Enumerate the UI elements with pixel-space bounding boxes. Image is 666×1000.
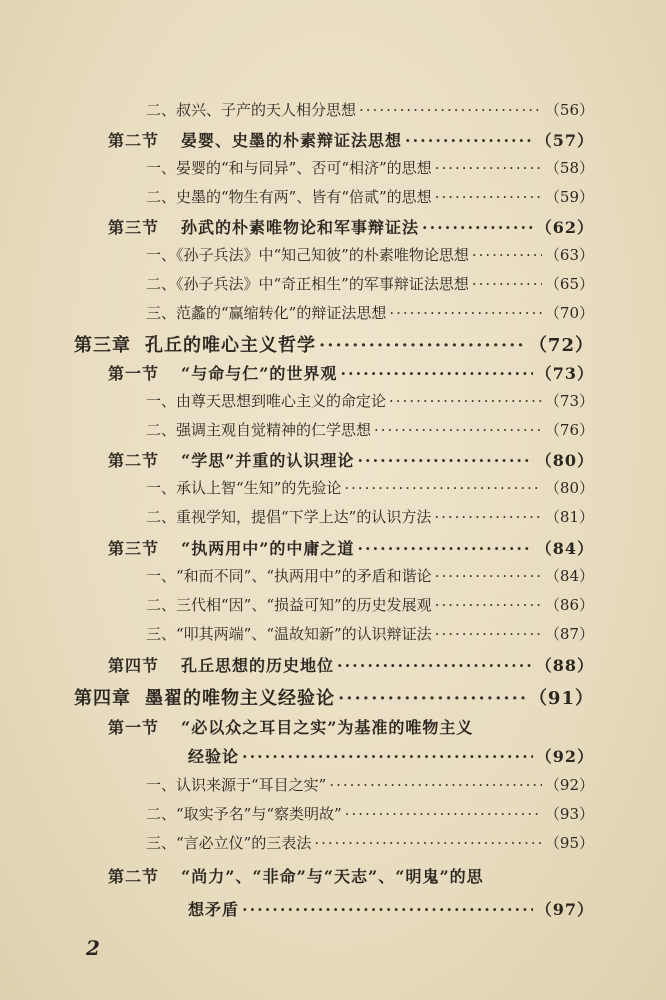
toc-entry [146, 506, 594, 527]
toc-page: （92） [535, 747, 594, 766]
toc-page: （59） [544, 188, 594, 206]
toc-entry [146, 390, 594, 411]
toc-entry [146, 774, 594, 795]
toc-section [108, 215, 594, 238]
toc-title: 一、“和而不同”、“执两用中”的矛盾和谐论 [146, 567, 432, 585]
toc-page: （97） [535, 900, 594, 919]
leader-dots [242, 747, 533, 766]
leader-dots [242, 900, 533, 919]
leader-dots [357, 539, 532, 558]
leader-dots [345, 805, 542, 823]
section-label: 第二节 [108, 131, 160, 150]
toc-title: 孔丘的唯心主义哲学 [145, 335, 316, 356]
toc-title: 想矛盾 [188, 900, 240, 919]
toc-page: （93） [544, 805, 594, 823]
toc-title: 孙武的朴素唯物论和军事辩证法 [181, 218, 420, 237]
toc-page: （84） [535, 539, 594, 558]
leader-dots [319, 335, 526, 356]
section-label: 第三节 [108, 218, 160, 237]
toc-page: （76） [544, 421, 594, 439]
section-label: 第一节 [108, 364, 160, 383]
toc-title: 二、《孙子兵法》中“奇正相生”的军事辩证法思想 [146, 275, 469, 293]
toc-title: 一、承认上智“生知”的先验论 [146, 479, 342, 497]
toc-title: 二、“取实予名”与“察类明故” [146, 805, 342, 823]
toc-title: 二、重视学知，提倡“下学上达”的认识方法 [146, 508, 432, 526]
toc-title: 一、由尊天思想到唯心主义的命定论 [146, 392, 387, 410]
toc-section [108, 715, 473, 738]
toc-title: 三、“叩其两端”、“温故知新”的认识辩证法 [146, 625, 432, 643]
toc-entry [146, 302, 594, 323]
leader-dots [472, 246, 542, 264]
toc-page: （56） [544, 101, 594, 119]
leader-dots [357, 451, 532, 470]
toc-title: 经验论 [188, 747, 240, 766]
leader-dots [329, 776, 542, 794]
toc-chapter [74, 684, 594, 710]
leader-dots [314, 834, 542, 852]
toc-section [108, 361, 594, 384]
toc-section-continuation [188, 897, 594, 920]
toc-entry [146, 273, 594, 294]
toc-title: 二、强调主观自觉精神的仁学思想 [146, 421, 372, 439]
toc-page: （73） [535, 364, 594, 383]
section-label: 第二节 [108, 867, 160, 886]
chapter-label: 第四章 [74, 688, 131, 709]
toc-section [108, 864, 484, 887]
section-label: 第二节 [108, 451, 160, 470]
toc-page: （72） [528, 335, 594, 356]
toc-entry [146, 594, 594, 615]
toc-entry [146, 186, 594, 207]
leader-dots [340, 364, 532, 383]
toc-title: 晏婴、史墨的朴素辩证法思想 [181, 131, 403, 150]
leader-dots [435, 596, 542, 614]
toc-entry [146, 419, 594, 440]
leader-dots [337, 656, 533, 675]
leader-dots [435, 159, 542, 177]
toc-title: 一、《孙子兵法》中“知己知彼”的朴素唯物论思想 [146, 246, 469, 264]
leader-dots [422, 218, 533, 237]
leader-dots [344, 479, 542, 497]
toc-section [108, 448, 594, 471]
leader-dots [338, 688, 526, 709]
toc-page: （87） [544, 625, 594, 643]
toc-entry [146, 565, 594, 586]
toc-section [108, 653, 594, 676]
section-label: 第一节 [108, 718, 160, 737]
toc-title: 三、“言必立仪”的三表法 [146, 834, 312, 852]
toc-title: 二、叔兴、子产的天人相分思想 [146, 101, 357, 119]
page-folio-number: 2 [86, 936, 100, 960]
toc-entry [146, 803, 594, 824]
section-label: 第三节 [108, 539, 160, 558]
chapter-label: 第三章 [74, 335, 131, 356]
toc-page: （86） [544, 596, 594, 614]
toc-entry [146, 832, 594, 853]
toc-section [108, 536, 594, 559]
leader-dots [435, 625, 542, 643]
toc-section-continuation [188, 744, 594, 767]
toc-page: （88） [535, 656, 594, 675]
toc-title: 二、三代相“因”、“损益可知”的历史发展观 [146, 596, 432, 614]
leader-dots [359, 101, 542, 119]
toc-entry [146, 157, 594, 178]
toc-title: 一、晏婴的“和与同异”、否可“相济”的思想 [146, 159, 432, 177]
toc-title: “必以众之耳目之实”为基准的唯物主义 [181, 718, 474, 737]
toc-page: （63） [544, 246, 594, 264]
leader-dots [435, 188, 542, 206]
toc-page: （73） [544, 392, 594, 410]
leader-dots [374, 421, 542, 439]
toc-entry [146, 99, 594, 120]
toc-page: （81） [544, 508, 594, 526]
leader-dots [389, 392, 542, 410]
toc-entry [146, 477, 594, 498]
toc-page: （95） [544, 834, 594, 852]
toc-entry [146, 244, 594, 265]
toc-page: （91） [528, 688, 594, 709]
toc-page: （58） [544, 159, 594, 177]
leader-dots [472, 275, 542, 293]
toc-page: （80） [535, 451, 594, 470]
toc-page: （84） [544, 567, 594, 585]
toc-title: “与命与仁”的世界观 [181, 364, 338, 383]
leader-dots [405, 131, 533, 150]
toc-title: 墨翟的唯物主义经验论 [145, 688, 335, 709]
toc-page: （92） [544, 776, 594, 794]
toc-title: 二、史墨的“物生有两”、皆有“倍贰”的思想 [146, 188, 432, 206]
toc-title: 三、范蠡的“赢缩转化”的辩证法思想 [146, 304, 387, 322]
toc-chapter [74, 331, 594, 357]
leader-dots [389, 304, 542, 322]
toc-page: （57） [535, 131, 594, 150]
toc-page: （65） [544, 275, 594, 293]
toc-title: “执两用中”的中庸之道 [181, 539, 355, 558]
leader-dots [435, 567, 542, 585]
toc-page: （62） [535, 218, 594, 237]
toc-title: 孔丘思想的历史地位 [181, 656, 335, 675]
toc-title: 一、认识来源于“耳目之实” [146, 776, 327, 794]
toc-page: （80） [544, 479, 594, 497]
toc-entry [146, 623, 594, 644]
toc-section [108, 128, 594, 151]
leader-dots [434, 508, 542, 526]
toc-page: （70） [544, 304, 594, 322]
section-label: 第四节 [108, 656, 160, 675]
toc-title: “学思”并重的认识理论 [181, 451, 355, 470]
toc-title: “尚力”、“非命”与“天志”、“明鬼”的思 [181, 867, 484, 886]
